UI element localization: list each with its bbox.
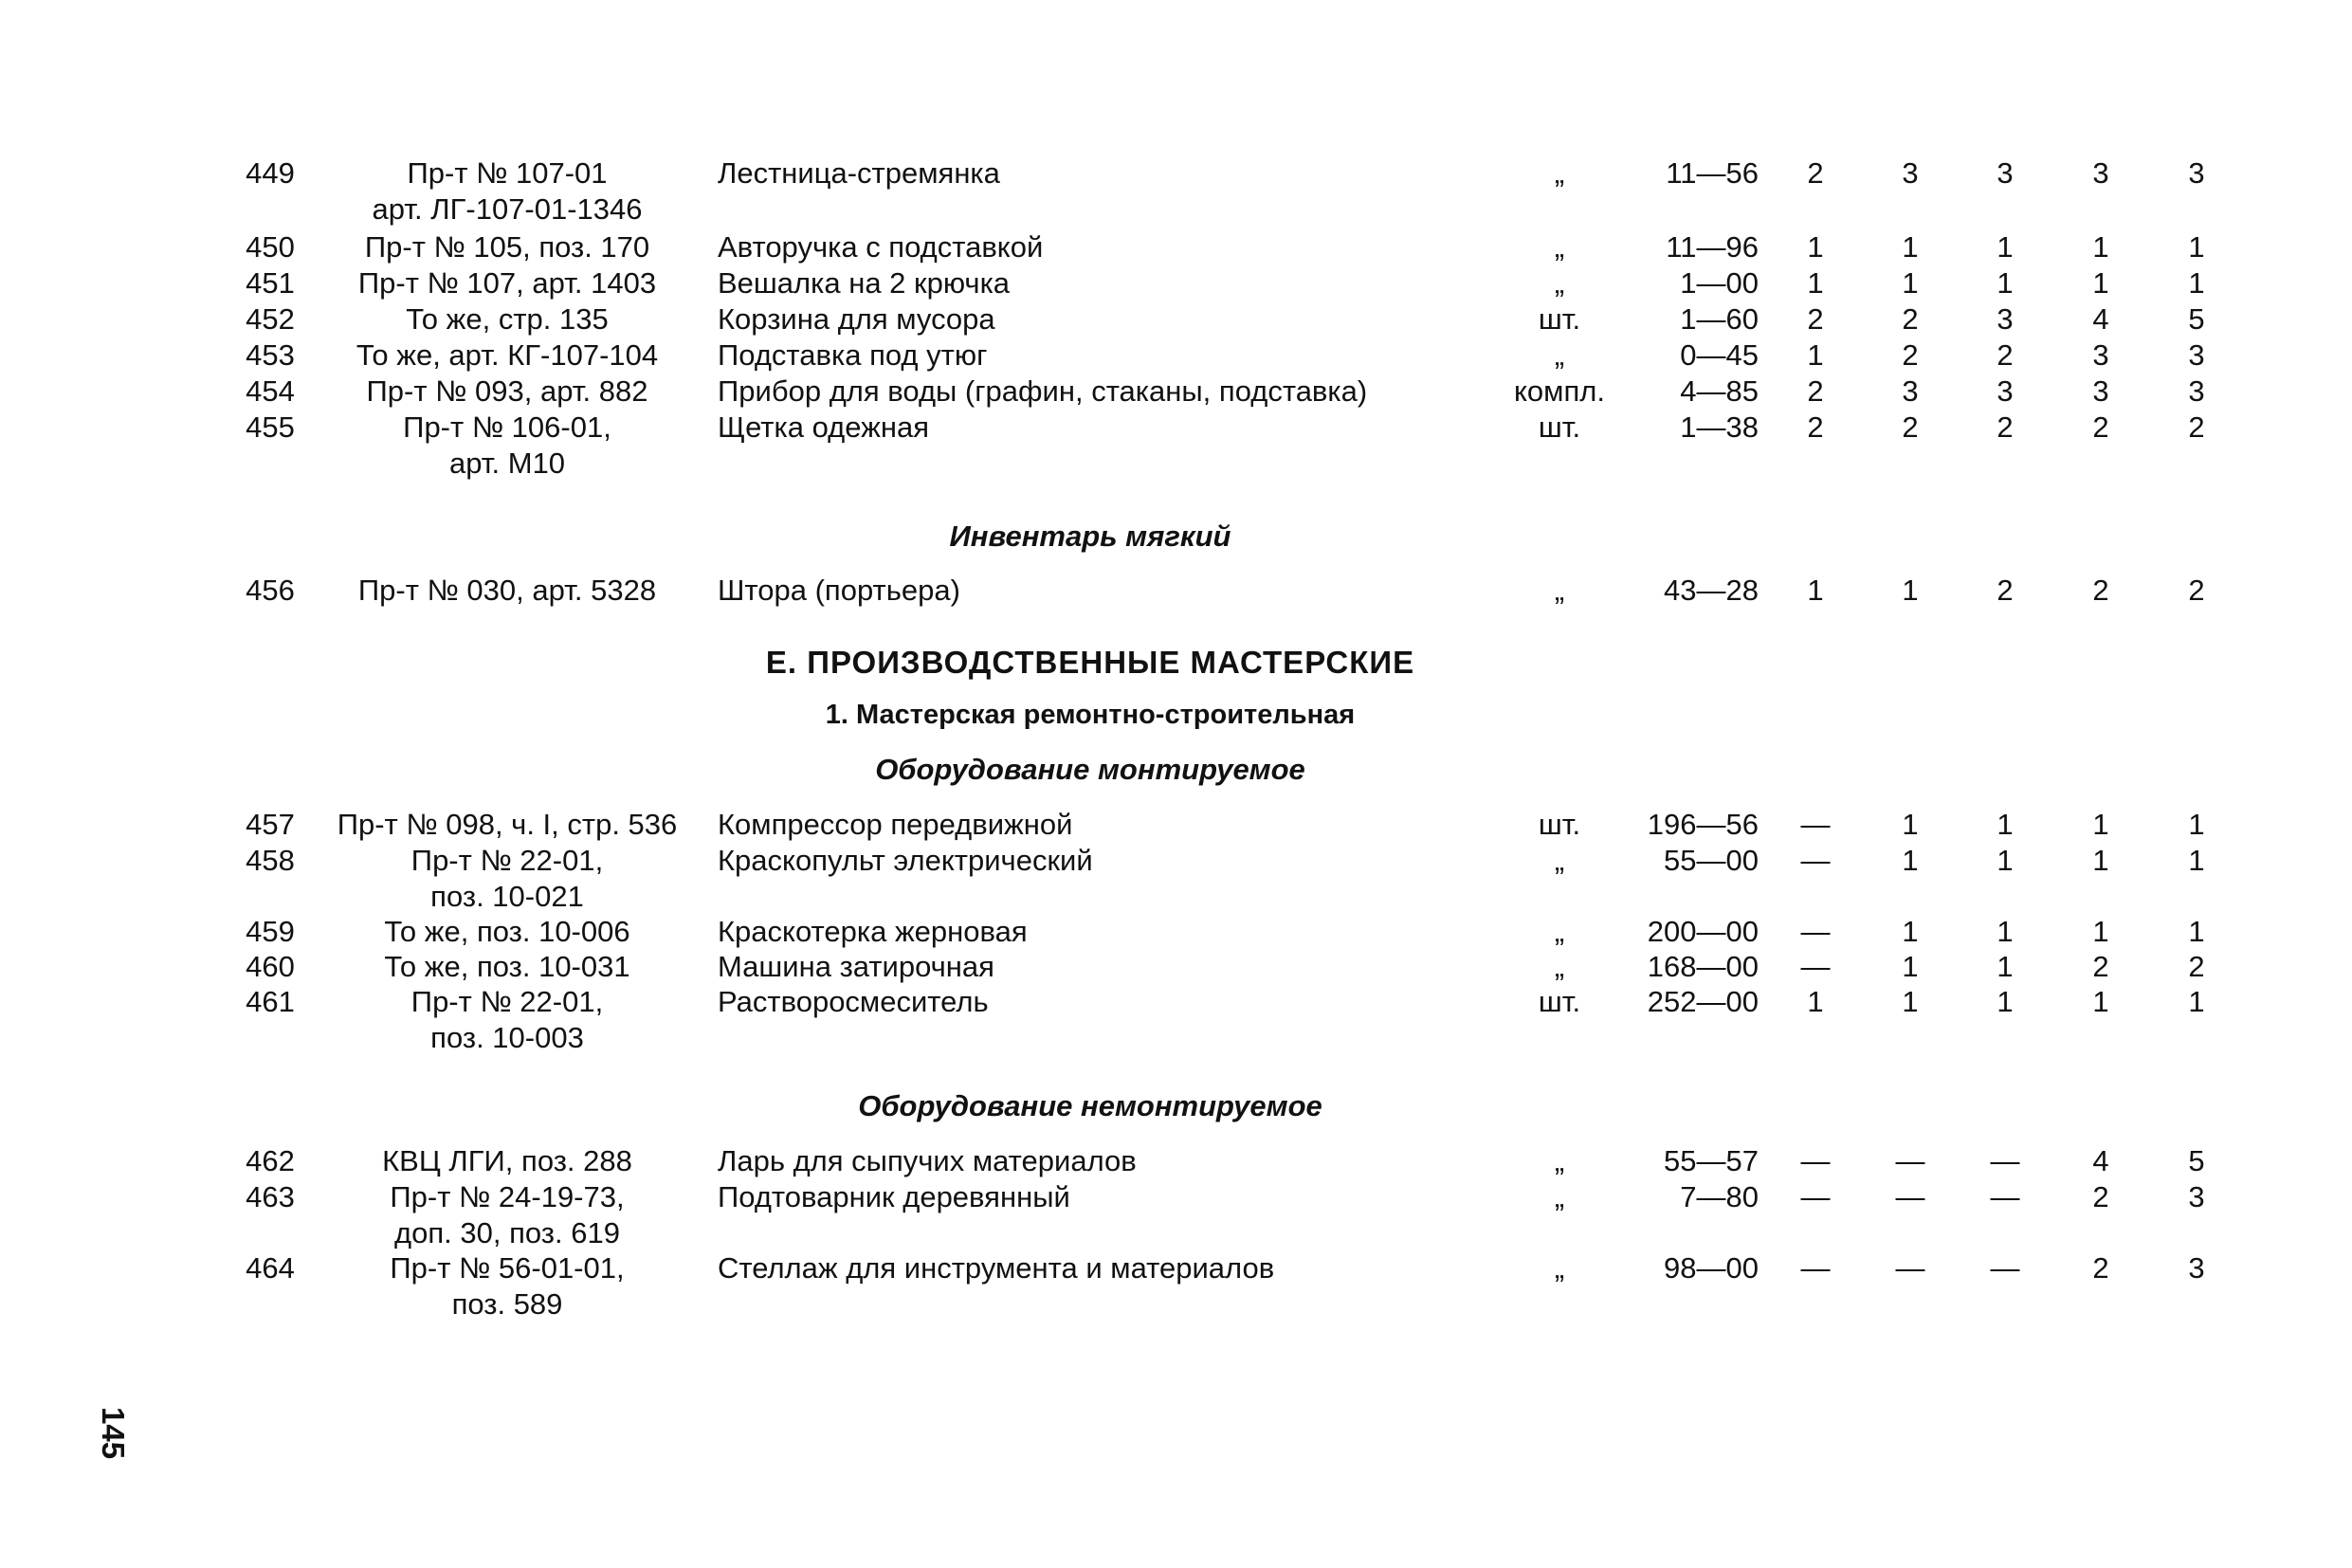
row-number: 455 (246, 410, 295, 444)
quantity: 1 (2092, 844, 2109, 877)
quantity: 1 (2188, 985, 2205, 1018)
row-number: 461 (246, 985, 295, 1018)
quantity: 1 (1807, 574, 1824, 607)
quantity: 1 (2092, 915, 2109, 948)
quantity: — (1800, 1180, 1831, 1213)
unit: „ (1554, 574, 1565, 607)
quantity: 2 (1996, 574, 2014, 607)
quantity: 3 (1996, 156, 2014, 190)
reference: Пр-т № 030, арт. 5328 (357, 574, 657, 607)
reference: Пр-т № 093, арт. 882 (366, 374, 648, 408)
quantity: 3 (2188, 1180, 2205, 1213)
quantity: 1 (1902, 950, 1919, 983)
quantity: 5 (2188, 302, 2205, 336)
row-number: 460 (246, 950, 295, 983)
quantity: 3 (2188, 156, 2205, 190)
unit: „ (1554, 1180, 1565, 1213)
subheading-unmounted-equipment: Оборудование немонтируемое (858, 1089, 1322, 1122)
quantity: 1 (1902, 230, 1919, 264)
table-row (0, 1179, 2352, 1251)
item-name: Вешалка на 2 крючка (718, 266, 1011, 300)
quantity: 1 (1996, 950, 2014, 983)
quantity: 2 (1807, 302, 1824, 336)
reference-line: поз. 10-021 (430, 880, 584, 913)
quantity: 3 (2092, 338, 2109, 372)
quantity: 1 (1996, 985, 2014, 1018)
row-number: 454 (246, 374, 295, 408)
quantity: 1 (1996, 844, 2014, 877)
price: 11—56 (1666, 156, 1759, 190)
quantity: 3 (2188, 374, 2205, 408)
table-row (0, 843, 2352, 915)
item-name: Авторучка с подставкой (718, 230, 1044, 264)
quantity: 1 (1902, 844, 1919, 877)
item-name: Краскопульт электрический (718, 844, 1093, 877)
quantity: 1 (2188, 844, 2205, 877)
workshop-heading: 1. Мастерская ремонтно-строительная (825, 700, 1356, 730)
row-number: 458 (246, 844, 295, 877)
quantity: 2 (2092, 1180, 2109, 1213)
quantity: 3 (1996, 374, 2014, 408)
table-row (0, 410, 2352, 482)
quantity: 3 (1902, 374, 1919, 408)
quantity: — (1800, 915, 1831, 948)
price: 11—96 (1666, 230, 1759, 264)
reference (313, 1250, 702, 1322)
item-name: Ларь для сыпучих материалов (718, 1144, 1137, 1177)
quantity: 1 (1807, 985, 1824, 1018)
quantity: — (1895, 1180, 1925, 1213)
row-number: 457 (246, 808, 295, 841)
row-number: 449 (246, 156, 295, 190)
row-number: 464 (246, 1251, 295, 1285)
table-row (0, 984, 2352, 1056)
subheading-mounted-equipment: Оборудование монтируемое (875, 753, 1305, 786)
price: 0—45 (1680, 338, 1759, 372)
quantity: 3 (1902, 156, 1919, 190)
quantity: — (1800, 1251, 1831, 1285)
unit: „ (1554, 156, 1565, 190)
row-number: 450 (246, 230, 295, 264)
row-number: 462 (246, 1144, 295, 1177)
price: 168—00 (1647, 950, 1759, 983)
item-name: Машина затирочная (718, 950, 994, 983)
quantity: 1 (2188, 230, 2205, 264)
price: 1—38 (1680, 410, 1759, 444)
unit: „ (1554, 266, 1565, 300)
quantity: — (1990, 1180, 2020, 1213)
reference: КВЦ ЛГИ, поз. 288 (382, 1144, 632, 1177)
quantity: 3 (2188, 338, 2205, 372)
reference: Пр-т № 107, арт. 1403 (357, 266, 657, 300)
row-number: 453 (246, 338, 295, 372)
unit: „ (1554, 950, 1565, 983)
quantity: 1 (1807, 338, 1824, 372)
reference-line: Пр-т № 107-01 (407, 156, 608, 190)
quantity: 2 (1902, 410, 1919, 444)
subheading-soft-inventory: Инвентарь мягкий (949, 520, 1231, 553)
reference-line: Пр-т № 24-19-73, (390, 1180, 625, 1213)
unit: „ (1554, 1251, 1565, 1285)
item-name: Компрессор передвижной (718, 808, 1073, 841)
quantity: 2 (2092, 410, 2109, 444)
reference-line: Пр-т № 106-01, (403, 410, 611, 444)
quantity: 2 (1807, 156, 1824, 190)
reference: Пр-т № 098, ч. I, стр. 536 (337, 808, 678, 841)
quantity: 2 (1996, 410, 2014, 444)
quantity: — (1800, 844, 1831, 877)
quantity: 1 (2092, 808, 2109, 841)
quantity: 1 (1996, 230, 2014, 264)
row-number: 452 (246, 302, 295, 336)
quantity: 1 (1807, 230, 1824, 264)
unit: „ (1554, 230, 1565, 264)
quantity: 1 (1996, 266, 2014, 300)
reference-line: Пр-т № 56-01-01, (390, 1251, 625, 1285)
quantity: 1 (1996, 808, 2014, 841)
unit: компл. (1514, 374, 1605, 408)
quantity: 1 (1996, 915, 2014, 948)
page-number: 145 (96, 1407, 131, 1460)
quantity: 1 (2188, 808, 2205, 841)
quantity: 1 (1902, 574, 1919, 607)
price: 1—60 (1680, 302, 1759, 336)
item-name: Корзина для мусора (718, 302, 995, 336)
table-row (0, 573, 2352, 645)
price: 252—00 (1647, 985, 1759, 1018)
quantity: 1 (2092, 230, 2109, 264)
unit: шт. (1538, 302, 1581, 336)
section-heading: Е. ПРОИЗВОДСТВЕННЫЕ МАСТЕРСКИЕ (765, 645, 1415, 680)
price: 98—00 (1664, 1251, 1759, 1285)
item-name: Подтоварник деревянный (718, 1180, 1070, 1213)
price: 55—57 (1664, 1144, 1759, 1177)
quantity: 4 (2092, 302, 2109, 336)
item-name: Щетка одежная (718, 410, 929, 444)
item-name: Прибор для воды (графин, стаканы, подставка) (718, 374, 1368, 408)
price: 200—00 (1647, 915, 1759, 948)
quantity: 1 (1902, 266, 1919, 300)
price: 43—28 (1664, 574, 1759, 607)
table-row (0, 1250, 2352, 1322)
price: 55—00 (1664, 844, 1759, 877)
quantity: 2 (2092, 574, 2109, 607)
item-name: Лестница-стремянка (718, 156, 1000, 190)
quantity: 2 (1902, 338, 1919, 372)
unit: шт. (1538, 808, 1581, 841)
quantity: — (1895, 1144, 1925, 1177)
quantity: 3 (2092, 156, 2109, 190)
item-name: Растворосмеситель (718, 985, 989, 1018)
reference (313, 1179, 702, 1251)
quantity: — (1800, 808, 1831, 841)
reference (313, 984, 702, 1056)
quantity: 1 (1902, 915, 1919, 948)
reference: Пр-т № 105, поз. 170 (364, 230, 650, 264)
reference: То же, поз. 10-031 (384, 950, 630, 983)
unit: „ (1554, 844, 1565, 877)
reference: То же, стр. 135 (406, 302, 609, 336)
unit: шт. (1538, 410, 1581, 444)
quantity: 2 (1902, 302, 1919, 336)
row-number: 459 (246, 915, 295, 948)
quantity: 3 (1996, 302, 2014, 336)
quantity: 2 (2188, 950, 2205, 983)
quantity: — (1895, 1251, 1925, 1285)
quantity: 3 (2092, 374, 2109, 408)
reference-line: поз. 589 (451, 1287, 563, 1321)
quantity: — (1800, 1144, 1831, 1177)
row-number: 451 (246, 266, 295, 300)
quantity: 1 (2188, 915, 2205, 948)
item-name: Краскотерка жерновая (718, 915, 1028, 948)
quantity: 2 (1807, 374, 1824, 408)
quantity: 5 (2188, 1144, 2205, 1177)
quantity: 2 (1996, 338, 2014, 372)
quantity: 1 (1902, 985, 1919, 1018)
reference-line: арт. ЛГ-107-01-1346 (372, 192, 643, 226)
unit: „ (1554, 1144, 1565, 1177)
quantity: 2 (2188, 574, 2205, 607)
reference (313, 410, 702, 482)
quantity: — (1990, 1144, 2020, 1177)
row-number: 463 (246, 1180, 295, 1213)
reference: То же, поз. 10-006 (384, 915, 630, 948)
reference-line: арт. М10 (448, 447, 566, 480)
quantity: 1 (2092, 985, 2109, 1018)
price: 4—85 (1680, 374, 1759, 408)
row-number: 456 (246, 574, 295, 607)
item-name: Штора (портьера) (718, 574, 960, 607)
item-name: Подставка под утюг (718, 338, 988, 372)
quantity: 2 (2188, 410, 2205, 444)
unit: „ (1554, 915, 1565, 948)
item-name: Стеллаж для инструмента и материалов (718, 1251, 1275, 1285)
reference-line: Пр-т № 22-01, (410, 844, 604, 877)
price: 7—80 (1680, 1180, 1759, 1213)
reference: То же, арт. КГ-107-104 (356, 338, 659, 372)
quantity: 2 (2092, 950, 2109, 983)
quantity: 4 (2092, 1144, 2109, 1177)
reference (313, 843, 702, 915)
quantity: 3 (2188, 1251, 2205, 1285)
reference-line: Пр-т № 22-01, (410, 985, 604, 1018)
quantity: 2 (2092, 1251, 2109, 1285)
reference-line: доп. 30, поз. 619 (394, 1216, 620, 1249)
price: 1—00 (1680, 266, 1759, 300)
quantity: — (1800, 950, 1831, 983)
reference (313, 155, 702, 228)
unit: „ (1554, 338, 1565, 372)
quantity: — (1990, 1251, 2020, 1285)
quantity: 2 (1807, 410, 1824, 444)
table-row (0, 155, 2352, 228)
quantity: 1 (1902, 808, 1919, 841)
quantity: 1 (1807, 266, 1824, 300)
quantity: 1 (2092, 266, 2109, 300)
reference-line: поз. 10-003 (430, 1021, 584, 1054)
unit: шт. (1538, 985, 1581, 1018)
price: 196—56 (1647, 808, 1759, 841)
quantity: 1 (2188, 266, 2205, 300)
